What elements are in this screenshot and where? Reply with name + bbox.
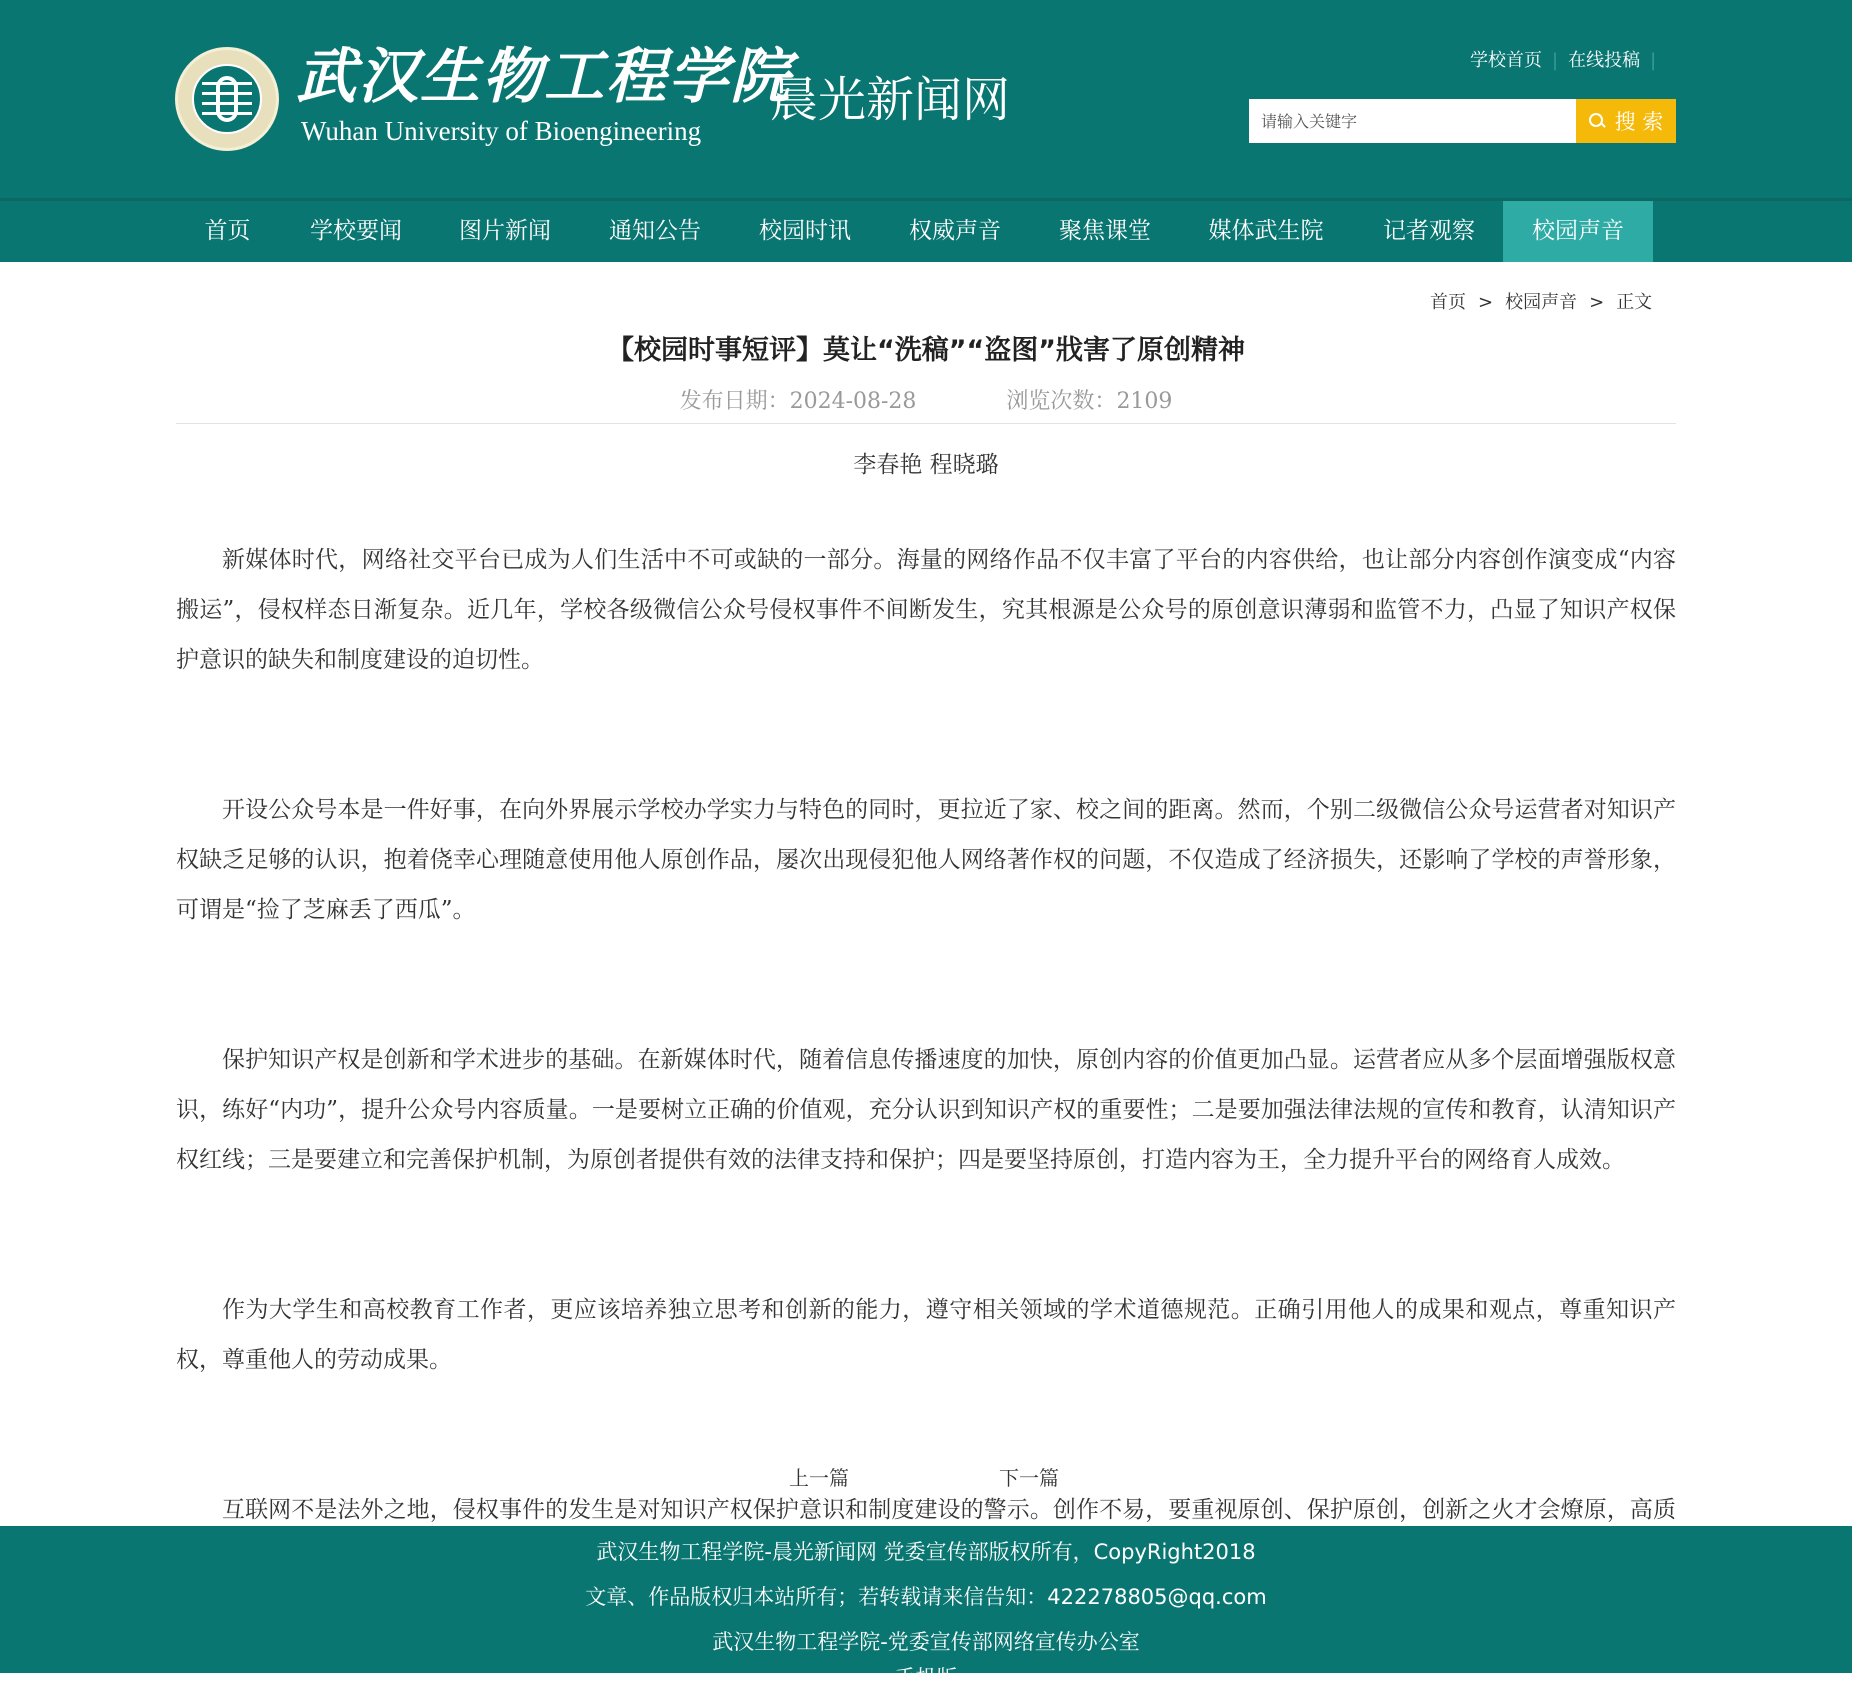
title-divider (176, 423, 1676, 424)
previous-article-link[interactable]: 上一篇 (789, 1466, 849, 1490)
breadcrumb-current: 正文 (1616, 292, 1653, 313)
nav-item-campus-news[interactable]: 校园时讯 (759, 218, 851, 244)
nav-item-photo-news[interactable]: 图片新闻 (459, 218, 551, 244)
mobile-version-link[interactable]: 手机版 (894, 1666, 958, 1690)
seal-stripe (202, 102, 252, 105)
nav-item-classroom-focus[interactable]: 聚焦课堂 (1059, 218, 1151, 244)
nav-item-media[interactable]: 媒体武生院 (1208, 218, 1324, 244)
search-button-label: 搜 索 (1614, 110, 1664, 134)
search-button[interactable] (1576, 99, 1676, 143)
article-paragraph: 保护知识产权是创新和学术进步的基础。在新媒体时代，随着信息传播速度的加快，原创内容的价值更加凸显。运营者应从多个层面增强版权意识，练好“内功”，提升公众号内容质量。一是要树立正确的价值观，充分认识到知识产权的重要性；二是要加强法律法规的宣传和教育，认清知识产权红线；三是要建立和完善保护机制，为原创者提供有效的法律支持和保护；四是要坚持原创，打造内容为王，全力提升平台的网络育人成效。 (176, 1047, 1676, 1173)
university-seal-logo[interactable] (175, 47, 279, 151)
nav-item-notices[interactable]: 通知公告 (609, 218, 701, 244)
article-meta (0, 384, 1852, 415)
link-separator: | (1552, 50, 1559, 71)
seal-stripe (202, 82, 252, 85)
search-input[interactable] (1249, 99, 1576, 143)
article-paragraph: 开设公众号本是一件好事，在向外界展示学校办学实力与特色的同时，更拉近了家、校之间的距离。然而，个别二级微信公众号运营者对知识产权缺乏足够的认识，抱着侥幸心理随意使用他人原创作品，屡次出现侵犯他人网络著作权的问题，不仅造成了经济损失，还影响了学校的声誉形象，可谓是“捡了芝麻丢了西瓜”。 (176, 797, 1676, 923)
publish-date: 2024-08-28 (789, 389, 917, 414)
footer-office: 武汉生物工程学院-党委宣传部网络宣传办公室 (712, 1630, 1140, 1654)
breadcrumb-section[interactable]: 校园声音 (1505, 292, 1578, 313)
article-author: 李春艳 程晓璐 (853, 452, 999, 478)
nav-item-home[interactable]: 首页 (204, 218, 251, 244)
breadcrumb-home[interactable]: 首页 (1430, 292, 1466, 313)
nav-item-authoritative-voice[interactable]: 权威声音 (909, 218, 1001, 244)
site-footer (0, 1526, 1852, 1690)
nav-item-campus-voice[interactable]: 校园声音 (1503, 201, 1653, 262)
breadcrumb-separator: > (1478, 292, 1494, 313)
footer-copyright: 武汉生物工程学院-晨光新闻网 党委宣传部版权所有，CopyRight2018 (596, 1540, 1256, 1564)
next-article-link[interactable]: 下一篇 (999, 1466, 1059, 1490)
search-icon (1589, 113, 1605, 129)
online-submission-link[interactable]: 在线投稿 (1568, 50, 1641, 71)
seal-emblem-icon (192, 64, 262, 134)
article-paragraph: 互联网不是法外之地，侵权事件的发生是对知识产权保护意识和制度建设的警示。创作不易，要重视原创、保护原创，创新之火才会燎原，高质 (222, 1497, 1676, 1523)
breadcrumb-separator: > (1589, 292, 1605, 313)
article-paragraph: 作为大学生和高校教育工作者，更应该培养独立思考和创新的能力，遵守相关领域的学术道德规范。正确引用他人的成果和观点，尊重知识产权，尊重他人的劳动成果。 (176, 1297, 1676, 1373)
nav-item-reporter-observation[interactable]: 记者观察 (1383, 218, 1475, 244)
top-links (1470, 46, 1666, 72)
site-name[interactable]: 晨光新闻网 (770, 72, 1011, 128)
seal-stripe (202, 92, 252, 95)
article-body (176, 535, 1676, 1585)
article-paragraph: 新媒体时代，网络社交平台已成为人们生活中不可或缺的一部分。海量的网络作品不仅丰富了平台的内容供给，也让部分内容创作演变成“内容搬运”，侵权样态日渐复杂。近几年，学校各级微信公众号侵权事件不间断发生，究其根源是公众号的原创意识薄弱和监管不力，凸显了知识产权保护意识的缺失和制度建设的迫切性。 (176, 547, 1676, 673)
main-nav (0, 201, 1852, 262)
school-homepage-link[interactable]: 学校首页 (1470, 50, 1542, 71)
view-count-label: 浏览次数： (1006, 389, 1117, 414)
view-count: 2109 (1116, 389, 1173, 414)
university-name-calligraphy[interactable]: 武汉生物工程学院 (296, 42, 792, 112)
publish-date-label: 发布日期： (679, 389, 790, 414)
footer-contact: 文章、作品版权归本站所有；若转载请来信告知：422278805@qq.com (585, 1585, 1267, 1609)
seal-stripe (202, 112, 252, 115)
link-separator: | (1650, 50, 1657, 71)
article-title: 【校园时事短评】莫让“洗稿”“盗图”戕害了原创精神 (607, 335, 1245, 366)
nav-item-school-news[interactable]: 学校要闻 (310, 218, 402, 244)
university-name-english[interactable]: Wuhan University of Bioengineering (301, 116, 702, 146)
breadcrumb (1430, 288, 1652, 314)
